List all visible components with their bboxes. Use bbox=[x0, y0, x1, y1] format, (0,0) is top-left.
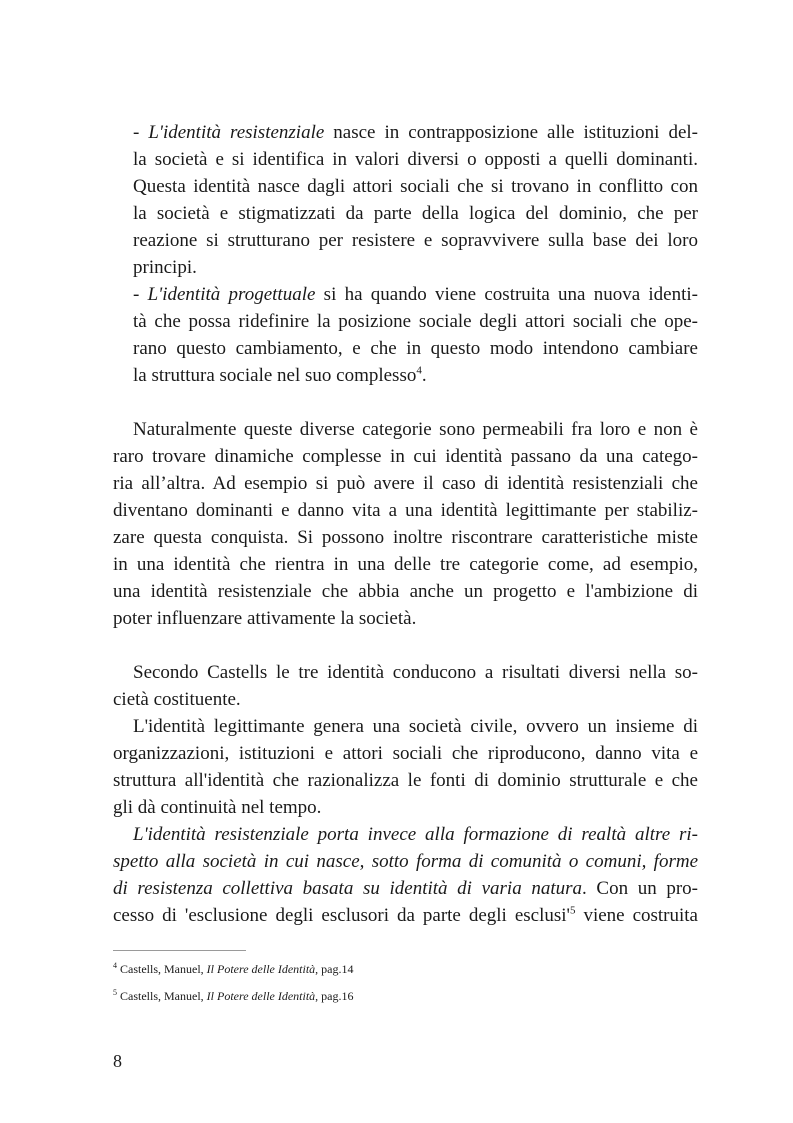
text-line: in una identità che rientra in una delle tre categorie come, ad esempio, bbox=[113, 554, 698, 575]
text-line: spetto alla società in cui nasce, sotto forma di comunità o comuni, forme bbox=[113, 851, 698, 872]
text-line: una identità resistenziale che abbia anche un progetto e l'ambizione di bbox=[113, 581, 698, 602]
footnote: $^5$ Castells, Manuel, Il Potere delle Identità, pag.16 bbox=[113, 988, 354, 1003]
text-line: rano questo cambiamento, e che in questo modo intendono cambiare bbox=[133, 338, 698, 359]
text-line: poter influenzare attivamente la società. bbox=[113, 608, 417, 629]
text-line: Naturalmente queste diverse categorie sono permeabili fra loro e non è bbox=[133, 419, 698, 440]
text-line: L'identità legittimante genera una società civile, ovvero un insieme di bbox=[133, 716, 698, 737]
text-line: Questa identità nasce dagli attori sociali che si trovano in conflitto con bbox=[133, 176, 698, 197]
text-line: - L'identità progettuale si ha quando viene costruita una nuova identi- bbox=[133, 284, 699, 305]
text-line: struttura all'identità che razionalizza le fonti di dominio strutturale e che bbox=[113, 770, 698, 791]
text-line: la società e si identifica in valori diversi o opposti a quelli dominanti. bbox=[133, 149, 698, 170]
text-line: raro trovare dinamiche complesse in cui identità passano da una catego- bbox=[113, 446, 698, 467]
footnote-ref: 4 bbox=[416, 364, 422, 377]
text-line: diventano dominanti e danno vita a una identità legittimante per stabiliz- bbox=[113, 500, 698, 521]
text-line: reazione si strutturano per resistere e sopravvivere sulla base dei loro bbox=[133, 230, 698, 251]
text-line: cietà costituente. bbox=[113, 689, 241, 710]
text-line: principi. bbox=[133, 257, 197, 278]
footnote: $^4$ Castells, Manuel, Il Potere delle Identità, pag.14 bbox=[113, 961, 354, 976]
text-line: Secondo Castells le tre identità conducono a risultati diversi nella so- bbox=[133, 662, 698, 683]
text-line: di resistenza collettiva basata su identità di varia natura. Con un pro- bbox=[113, 878, 698, 899]
text-line: L'identità resistenziale porta invece alla formazione di realtà altre ri- bbox=[133, 824, 698, 845]
text-line: zare questa conquista. Si possono inoltre riscontrare caratteristiche miste bbox=[113, 527, 698, 548]
footnote-separator bbox=[113, 950, 246, 951]
text-line: la struttura sociale nel suo complesso$^4$. bbox=[133, 364, 427, 386]
text-line: la società e stigmatizzati da parte della logica del dominio, che per bbox=[133, 203, 698, 224]
text-line: gli dà continuità nel tempo. bbox=[113, 797, 322, 818]
page-number: 8 bbox=[113, 1051, 122, 1071]
text-line: - L'identità resistenziale nasce in contrapposizione alle istituzioni del- bbox=[133, 122, 698, 143]
text-line: organizzazioni, istituzioni e attori sociali che riproducono, danno vita e bbox=[113, 743, 698, 764]
text-line: tà che possa ridefinire la posizione sociale degli attori sociali che ope- bbox=[133, 311, 698, 332]
text-line: cesso di 'esclusione degli esclusori da parte degli $esclusi'^5$ viene costruita bbox=[113, 904, 698, 926]
footnote-ref: 5 bbox=[569, 904, 576, 917]
text-line: ria all’altra. Ad esempio si può avere il caso di identità resistenziali che bbox=[113, 473, 698, 494]
